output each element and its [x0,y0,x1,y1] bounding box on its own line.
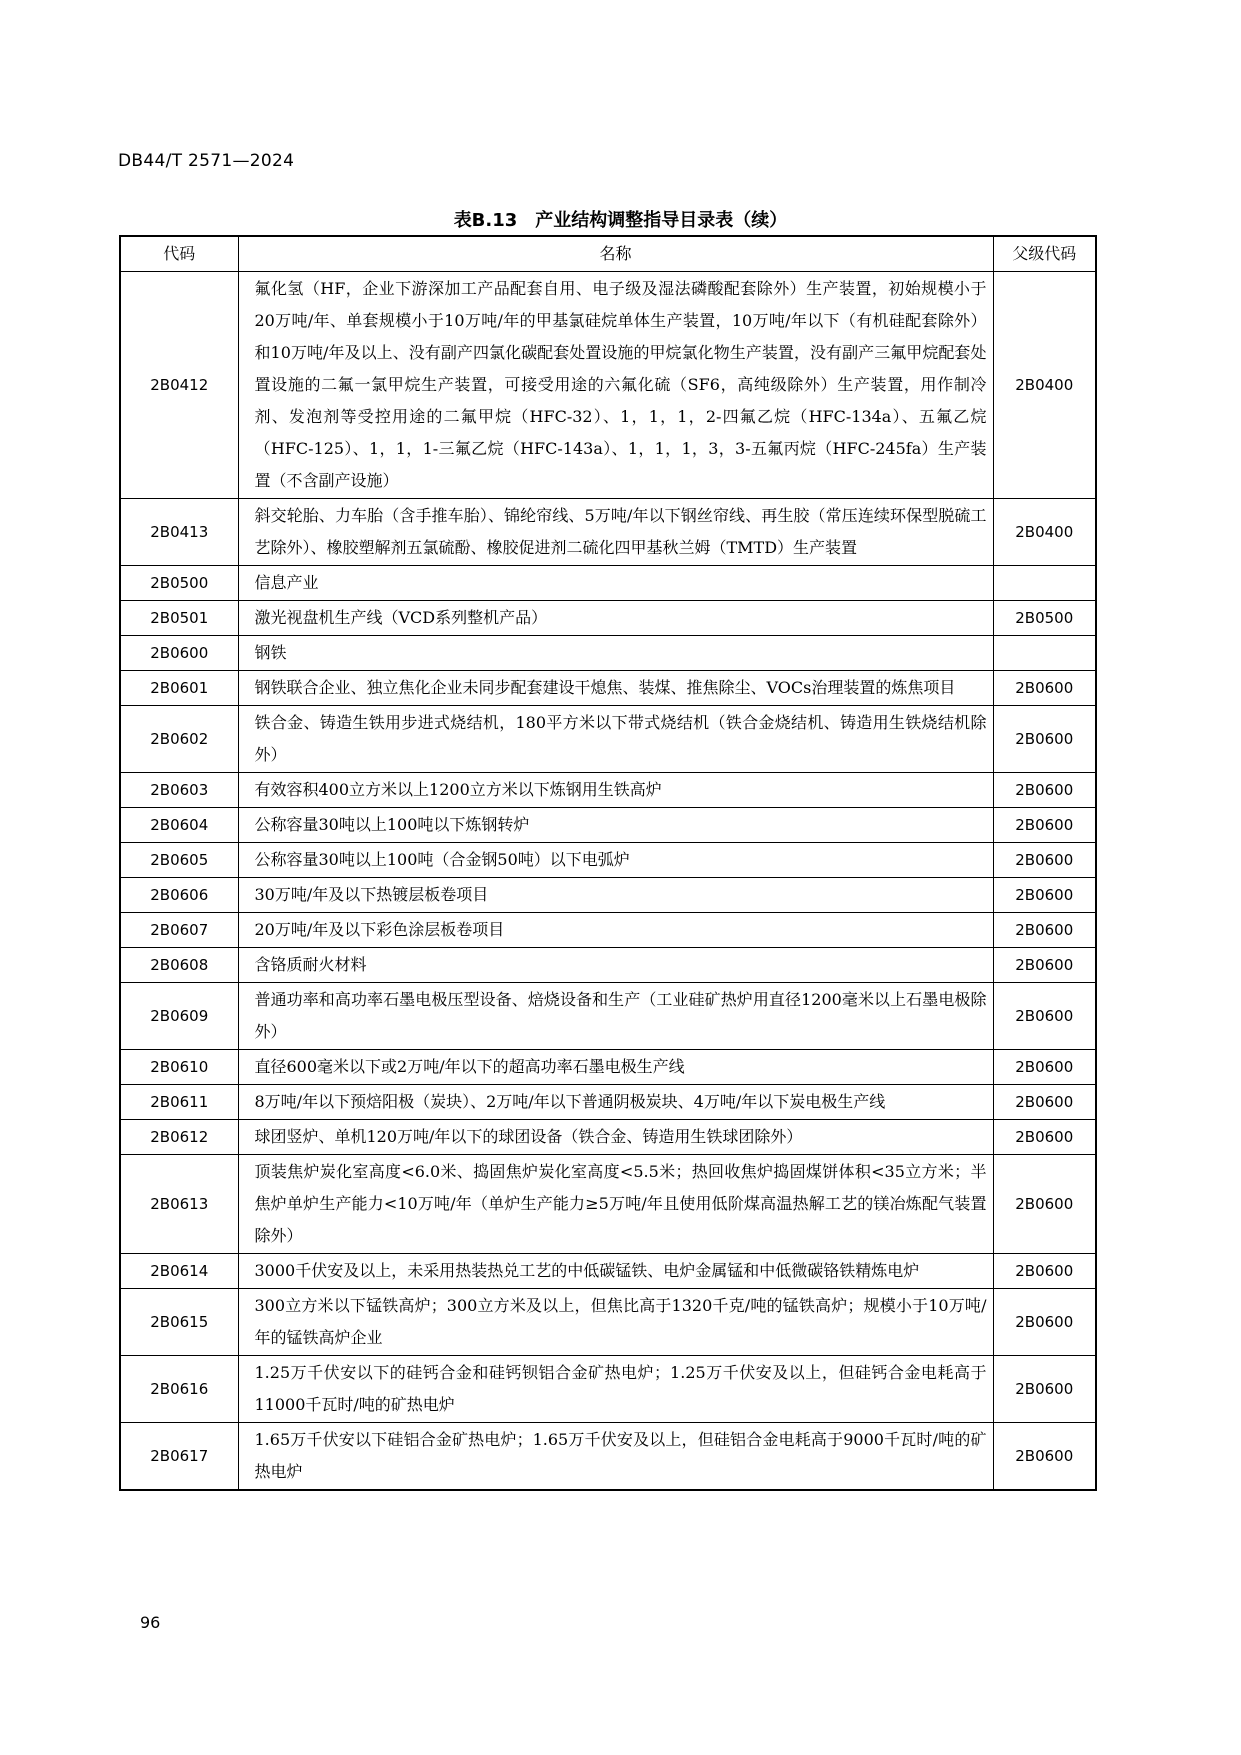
row-name-cell: 含铬质耐火材料 [238,947,993,982]
catalog-table-frame [119,235,1097,1491]
row-parent-code-cell: 2B0600 [993,1253,1095,1288]
table-row [121,982,1095,1049]
row-parent-code-cell: 2B0600 [993,807,1095,842]
row-name-cell: 直径600毫米以下或2万吨/年以下的超高功率石墨电极生产线 [238,1049,993,1084]
row-parent-code-cell: 2B0600 [993,1355,1095,1422]
row-parent-code-cell: 2B0600 [993,842,1095,877]
row-name-cell: 300立方米以下锰铁高炉；300立方米及以上，但焦比高于1320千克/吨的锰铁高炉；规模小于10万吨/年的锰铁高炉企业 [238,1288,993,1355]
table-row [121,912,1095,947]
row-name-cell: 20万吨/年及以下彩色涂层板卷项目 [238,912,993,947]
row-name-cell: 钢铁 [238,635,993,670]
row-parent-code-cell: 2B0600 [993,772,1095,807]
column-header-code: 代码 [121,237,238,271]
table-row [121,877,1095,912]
page-number: 96 [140,1613,161,1632]
table-row [121,565,1095,600]
row-code-cell: 2B0608 [121,947,238,982]
row-name-cell: 钢铁联合企业、独立焦化企业未同步配套建设干熄焦、装煤、推焦除尘、VOCs治理装置的炼焦项目 [238,670,993,705]
row-name-cell: 激光视盘机生产线（VCD系列整机产品） [238,600,993,635]
table-row [121,1288,1095,1355]
table-row [121,772,1095,807]
table-row [121,1154,1095,1253]
table-body [121,271,1095,1489]
row-name-cell: 公称容量30吨以上100吨（合金钢50吨）以下电弧炉 [238,842,993,877]
row-code-cell: 2B0615 [121,1288,238,1355]
row-code-cell: 2B0614 [121,1253,238,1288]
row-parent-code-cell [993,635,1095,670]
table-row [121,600,1095,635]
table-row [121,1253,1095,1288]
row-name-cell: 公称容量30吨以上100吨以下炼钢转炉 [238,807,993,842]
table-row [121,705,1095,772]
industry-catalog-table [121,237,1095,1489]
table-title: 表B.13 产业结构调整指导目录表（续） [453,210,788,231]
table-row [121,1049,1095,1084]
row-code-cell: 2B0604 [121,807,238,842]
row-name-cell: 8万吨/年以下预焙阳极（炭块）、2万吨/年以下普通阴极炭块、4万吨/年以下炭电极生产线 [238,1084,993,1119]
table-row [121,1084,1095,1119]
row-code-cell: 2B0610 [121,1049,238,1084]
row-name-cell: 有效容积400立方米以上1200立方米以下炼钢用生铁高炉 [238,772,993,807]
row-name-cell: 顶装焦炉炭化室高度<6.0米、捣固焦炉炭化室高度<5.5米；热回收焦炉捣固煤饼体积<35立方米；半焦炉单炉生产能力<10万吨/年（单炉生产能力≥5万吨/年且使用低阶煤高温热解工艺的镁冶炼配气装置除外） [238,1154,993,1253]
table-row [121,1119,1095,1154]
row-name-cell: 氟化氢（HF，企业下游深加工产品配套自用、电子级及湿法磷酸配套除外）生产装置，初始规模小于20万吨/年、单套规模小于10万吨/年的甲基氯硅烷单体生产装置，10万吨/年以下（有机硅配套除外）和10万吨/年及以上、没有副产四氯化碳配套处置设施的甲烷氯化物生产装置，没有副产三氟甲烷配套处置设施的二氟一氯甲烷生产装置，可接受用途的六氟化硫（SF6，高纯级除外）生产装置，用作制冷剂、发泡剂等受控用途的二氟甲烷（HFC-32）、1，1，1，2-四氟乙烷（HFC-134a）、五氟乙烷（HFC-125）、1，1，1-三氟乙烷（HFC-143a）、1，1，1，3，3-五氟丙烷（HFC-245fa）生产装置（不含副产设施） [238,271,993,498]
row-code-cell: 2B0602 [121,705,238,772]
row-code-cell: 2B0413 [121,498,238,565]
table-row [121,947,1095,982]
row-name-cell: 3000千伏安及以上，未采用热装热兑工艺的中低碳锰铁、电炉金属锰和中低微碳铬铁精炼电炉 [238,1253,993,1288]
row-parent-code-cell: 2B0600 [993,670,1095,705]
row-code-cell: 2B0600 [121,635,238,670]
row-code-cell: 2B0611 [121,1084,238,1119]
row-parent-code-cell: 2B0600 [993,705,1095,772]
row-code-cell: 2B0609 [121,982,238,1049]
row-parent-code-cell: 2B0600 [993,982,1095,1049]
row-name-cell: 30万吨/年及以下热镀层板卷项目 [238,877,993,912]
column-header-name: 名称 [238,237,993,271]
row-code-cell: 2B0603 [121,772,238,807]
row-name-cell: 信息产业 [238,565,993,600]
row-parent-code-cell: 2B0600 [993,1422,1095,1489]
row-code-cell: 2B0412 [121,271,238,498]
row-parent-code-cell: 2B0600 [993,1084,1095,1119]
table-row [121,807,1095,842]
row-code-cell: 2B0501 [121,600,238,635]
row-parent-code-cell: 2B0600 [993,1119,1095,1154]
column-header-parent-code: 父级代码 [993,237,1095,271]
table-row [121,635,1095,670]
row-parent-code-cell: 2B0600 [993,1049,1095,1084]
row-name-cell: 球团竖炉、单机120万吨/年以下的球团设备（铁合金、铸造用生铁球团除外） [238,1119,993,1154]
row-code-cell: 2B0612 [121,1119,238,1154]
row-name-cell: 1.25万千伏安以下的硅钙合金和硅钙钡铝合金矿热电炉；1.25万千伏安及以上，但硅钙合金电耗高于11000千瓦时/吨的矿热电炉 [238,1355,993,1422]
row-parent-code-cell: 2B0400 [993,498,1095,565]
row-name-cell: 普通功率和高功率石墨电极压型设备、焙烧设备和生产（工业硅矿热炉用直径1200毫米以上石墨电极除外） [238,982,993,1049]
row-parent-code-cell: 2B0400 [993,271,1095,498]
row-code-cell: 2B0606 [121,877,238,912]
row-code-cell: 2B0500 [121,565,238,600]
row-code-cell: 2B0613 [121,1154,238,1253]
row-parent-code-cell: 2B0600 [993,1288,1095,1355]
row-name-cell: 斜交轮胎、力车胎（含手推车胎）、锦纶帘线、5万吨/年以下钢丝帘线、再生胶（常压连续环保型脱硫工艺除外）、橡胶塑解剂五氯硫酚、橡胶促进剂二硫化四甲基秋兰姆（TMTD）生产装置 [238,498,993,565]
row-name-cell: 铁合金、铸造生铁用步进式烧结机，180平方米以下带式烧结机（铁合金烧结机、铸造用生铁烧结机除外） [238,705,993,772]
document-id-header: DB44/T 2571—2024 [118,151,295,171]
row-code-cell: 2B0617 [121,1422,238,1489]
row-parent-code-cell: 2B0500 [993,600,1095,635]
table-row [121,842,1095,877]
table-row [121,498,1095,565]
table-row [121,1355,1095,1422]
row-parent-code-cell: 2B0600 [993,1154,1095,1253]
table-header-row [121,237,1095,271]
row-name-cell: 1.65万千伏安以下硅铝合金矿热电炉；1.65万千伏安及以上，但硅铝合金电耗高于9000千瓦时/吨的矿热电炉 [238,1422,993,1489]
row-code-cell: 2B0616 [121,1355,238,1422]
row-parent-code-cell: 2B0600 [993,947,1095,982]
table-row [121,271,1095,498]
row-parent-code-cell: 2B0600 [993,912,1095,947]
table-row [121,1422,1095,1489]
row-code-cell: 2B0601 [121,670,238,705]
row-parent-code-cell [993,565,1095,600]
row-parent-code-cell: 2B0600 [993,877,1095,912]
row-code-cell: 2B0607 [121,912,238,947]
table-row [121,670,1095,705]
row-code-cell: 2B0605 [121,842,238,877]
